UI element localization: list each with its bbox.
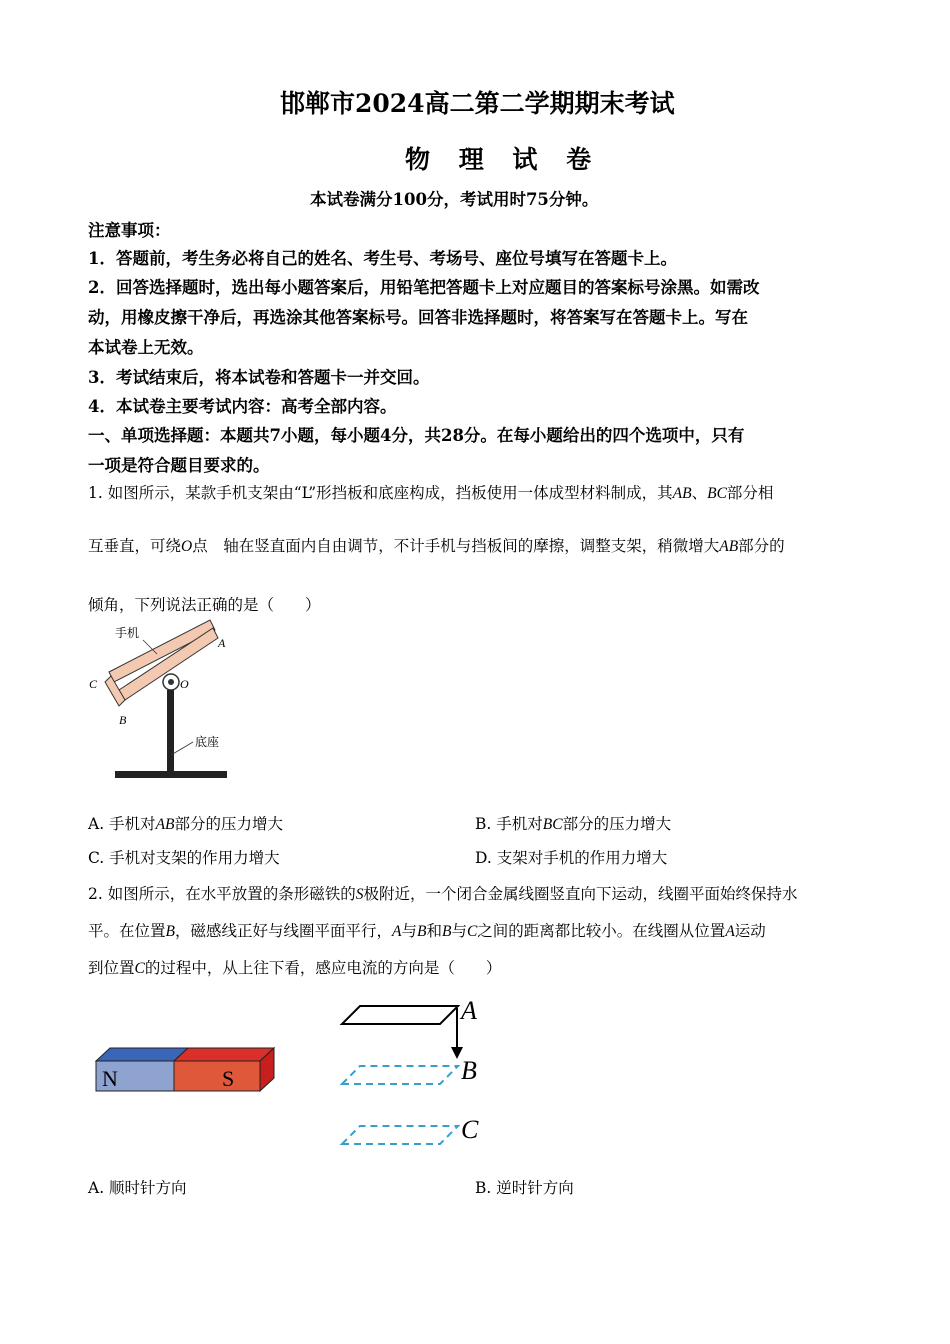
q2-option-a[interactable]: A. 顺时针方向	[88, 1179, 187, 1197]
coil-label-a: A	[461, 996, 477, 1025]
notice-item-2-line-2: 动，用橡皮擦干净后，再选涂其他答案标号。回答非选择题时，将答案写在答题卡上。写在	[88, 308, 748, 327]
exam-subtitle: 物 理 试 卷	[405, 145, 602, 174]
fig1-label-o: O	[180, 677, 189, 691]
magnet-s-label: S	[222, 1066, 235, 1091]
magnet-s-front	[174, 1061, 260, 1091]
fig1-phone-label: 手机	[115, 626, 140, 640]
q2-option-b[interactable]: B. 逆时针方向	[475, 1179, 574, 1197]
magnet-n-top	[96, 1048, 188, 1061]
coil-position-b	[342, 1066, 458, 1084]
q1-option-b[interactable]: B. 手机对BC部分的压力增大	[475, 815, 672, 833]
section-1-line-1: 一、单项选择题：本题共7小题，每小题4分，共28分。在每小题给出的四个选项中，只有	[88, 426, 745, 445]
q2-stem-line-3: 到位置C的过程中，从上往下看，感应电流的方向是（ ）	[88, 959, 502, 977]
q2-stem-line-1: 2. 如图所示，在水平放置的条形磁铁的S极附近，一个闭合金属线圈竖直向下运动，线圈平面始终保持水	[88, 885, 798, 903]
magnet-s-top	[174, 1048, 274, 1061]
fig1-label-a: A	[218, 636, 226, 650]
q1-stem-line-3: 倾角，下列说法正确的是（ ）	[88, 596, 321, 614]
q1-stem-line-2: 互垂直，可绕O点 轴在竖直面内自由调节，不计手机与挡板间的摩擦，调整支架，稍微增大AB部分的	[88, 537, 785, 555]
coil-label-b: B	[461, 1056, 477, 1085]
notice-item-2-line-1: 2．回答选择题时，选出每小题答案后，用铅笔把答题卡上对应题目的答案标号涂黑。如需改	[88, 278, 760, 297]
fig1-base-label: 底座	[195, 735, 220, 749]
notice-item-2-line-3: 本试卷上无效。	[88, 338, 204, 357]
exam-title: 邯郸市2024高二第二学期期末考试	[280, 89, 675, 118]
stand-base	[115, 771, 227, 778]
q1-option-c[interactable]: C. 手机对支架的作用力增大	[88, 849, 280, 867]
magnet-n-label: N	[102, 1066, 118, 1091]
notice-item-4: 4．本试卷主要考试内容：高考全部内容。	[88, 397, 397, 416]
q2-bar-magnet	[94, 1046, 284, 1096]
coil-label-c: C	[461, 1115, 479, 1144]
q1-option-a[interactable]: A. 手机对AB部分的压力增大	[88, 815, 284, 833]
section-1-line-2: 一项是符合题目要求的。	[88, 456, 270, 475]
q1-option-d[interactable]: D. 支架对手机的作用力增大	[475, 849, 668, 867]
q2-coil-positions	[340, 995, 500, 1155]
stand-pole	[167, 690, 174, 774]
notice-item-3: 3．考试结束后，将本试卷和答题卡一并交回。	[88, 368, 430, 387]
q1-stem-line-1: 1. 如图所示，某款手机支架由“L”形挡板和底座构成，挡板使用一体成型材料制成，其AB、BC部分相	[88, 484, 774, 502]
coil-position-a	[342, 1006, 458, 1024]
coil-position-c	[342, 1126, 458, 1144]
q1-phone-stand-figure	[85, 620, 285, 790]
score-note: 本试卷满分100分，考试用时75分钟。	[310, 190, 599, 209]
fig1-label-b: B	[119, 713, 127, 727]
notice-heading: 注意事项：	[88, 221, 171, 240]
q2-stem-line-2: 平。在位置B，磁感线正好与线圈平面平行，A与B和B与C之间的距离都比较小。在线圈从位置A运动	[88, 922, 766, 940]
fig1-label-c: C	[89, 677, 98, 691]
notice-item-1: 1．答题前，考生务必将自己的姓名、考生号、考场号、座位号填写在答题卡上。	[88, 249, 677, 268]
